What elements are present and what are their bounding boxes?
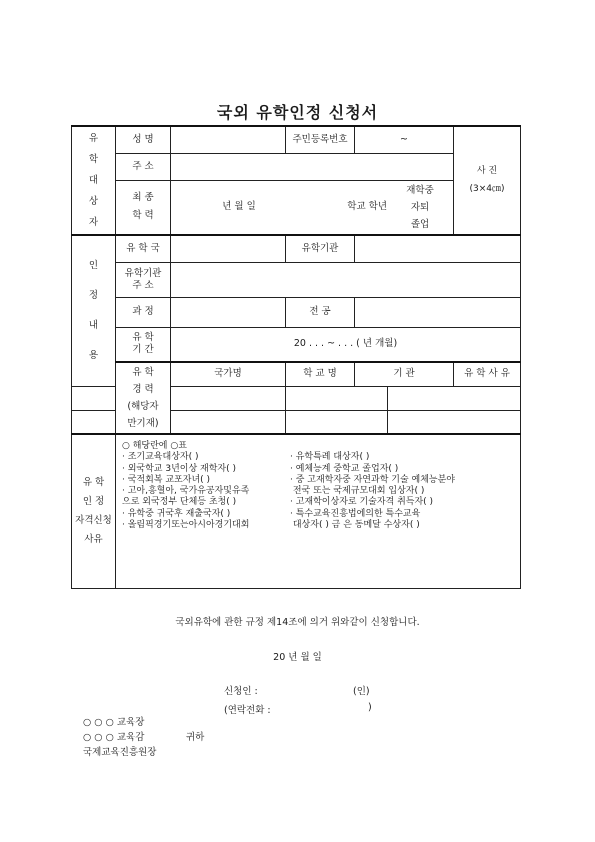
address-label: 주 소: [116, 153, 171, 180]
period-label: 유 학 기 간: [116, 327, 171, 362]
name-field[interactable]: [171, 126, 286, 153]
rrn-field[interactable]: ~: [355, 126, 454, 153]
history-row2-period[interactable]: [286, 410, 388, 434]
history-row1-period[interactable]: [286, 386, 388, 410]
history-row1-country[interactable]: [72, 386, 116, 410]
institution-field[interactable]: [355, 235, 521, 262]
history-header-reason: 유 학 사 유: [454, 362, 521, 386]
qualification-row: · 조기교육대상자( ) · 유학특례 대상자( ): [122, 452, 370, 463]
qualification-row: · 고아,흥혈아, 국가유공자및유족 전국 또는 국제규모대회 입상자( ): [122, 486, 425, 496]
contact-label: (연락전화 :: [224, 705, 271, 716]
country-label: 유 학 국: [116, 235, 171, 262]
education-date: 년 월 일: [222, 201, 256, 213]
photo-label: 사 진: [476, 166, 498, 177]
history-row1-reason[interactable]: [388, 386, 521, 410]
qualification-row: · 국적회복 교포자녀( ) · 중 고재학자중 자연과학 기술 예체능분야: [122, 474, 455, 485]
statement-text: 국외유학에 관한 규정 제14조에 의거 위와같이 신청합니다.: [175, 617, 420, 628]
section-history-label: 유 학 경 력 (해당자 만기재): [116, 362, 171, 434]
recipient-institute: 국제교육진흥원장: [83, 747, 157, 758]
qualification-instruction: ○ 해당란에 ○표: [122, 441, 187, 451]
country-field[interactable]: [171, 235, 286, 262]
qualification-row: · 올림픽경기또는아시아경기대회 대상자( ) 금 은 동메달 수상자( ): [122, 519, 420, 530]
recipient-education-chief: ○ ○ ○ 교육감: [83, 732, 145, 743]
education-status: 재학중 자퇴 졸업: [406, 184, 434, 230]
section-qualification-label: 유 학 인 정 자격신청 사유: [72, 434, 116, 588]
recipient-superintendent: ○ ○ ○ 교육장: [83, 717, 145, 728]
recipient-suffix: 귀하: [186, 732, 205, 743]
application-date[interactable]: 20 년 월 일: [273, 652, 322, 663]
application-form-table: [71, 125, 521, 589]
qualification-row: · 유학중 귀국후 재출국자( ) · 특수교육진흥법에의한 특수교육: [122, 508, 421, 519]
major-label: 전 공: [286, 297, 355, 327]
qualification-list: [116, 434, 521, 588]
education-school: 학교 학년: [347, 201, 387, 213]
history-header-country: 국가명: [171, 362, 286, 386]
education-field[interactable]: [171, 180, 454, 235]
applicant-label: 신청인 :: [224, 686, 258, 697]
photo-size: (3×4㎝): [469, 183, 505, 194]
contact-close: ): [368, 702, 372, 713]
name-label: 성 명: [116, 126, 171, 153]
history-row1-school[interactable]: [171, 386, 286, 410]
education-label: 최 종 학 력: [116, 180, 171, 235]
photo-box: [454, 126, 521, 235]
qualification-row: · 외국학교 3년이상 재학자( ) · 예체능계 중학교 졸업자( ): [122, 463, 399, 474]
qualification-row: 으로 외국정부 단체등 초청( ) · 고재학이상자로 기술자격 취득자( ): [122, 497, 434, 508]
seal-mark: (인): [353, 686, 370, 697]
history-header-period: 기 관: [355, 362, 454, 386]
history-header-school: 학 교 명: [286, 362, 355, 386]
major-field[interactable]: [355, 297, 521, 327]
institution-address-field[interactable]: [171, 262, 521, 297]
course-label: 과 정: [116, 297, 171, 327]
course-field[interactable]: [171, 297, 286, 327]
section-recognition-label: 인정내용: [72, 235, 116, 386]
address-field[interactable]: [171, 153, 454, 180]
rrn-label: 주민등록번호: [286, 126, 355, 153]
institution-label: 유학기관: [286, 235, 355, 262]
form-title: 국외 유학인정 신청서: [216, 103, 379, 122]
institution-address-label: 유학기관 주 소: [116, 262, 171, 297]
period-field[interactable]: 20 . . . ~ . . . ( 년 개월): [171, 327, 521, 362]
history-row2-school[interactable]: [171, 410, 286, 434]
section-applicant-label: 유학대상자: [72, 126, 116, 235]
history-row2-reason[interactable]: [388, 410, 521, 434]
history-row2-country[interactable]: [72, 410, 116, 434]
